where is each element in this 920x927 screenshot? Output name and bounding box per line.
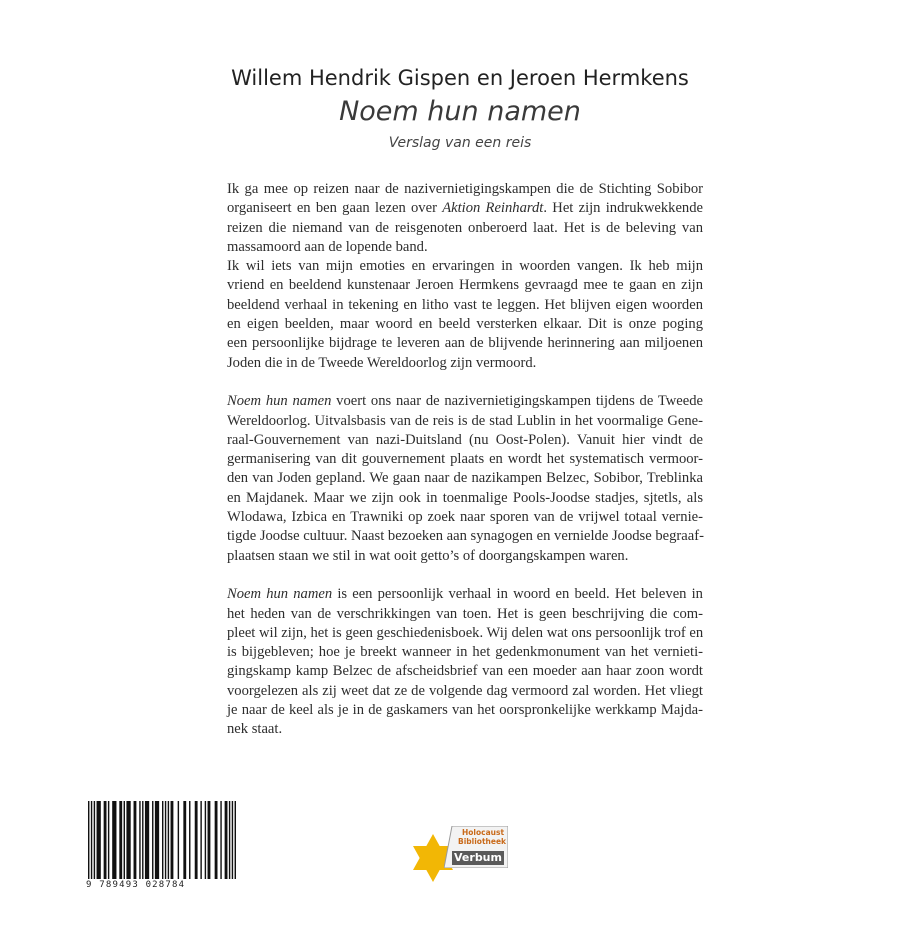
text-line bbox=[227, 199, 703, 218]
barcode-bar bbox=[88, 801, 89, 879]
text-segment: en eigen beelden, maar woord en beeld versterken elkaar. Dit is onze poging bbox=[227, 316, 703, 333]
paragraph bbox=[227, 180, 703, 373]
text-line bbox=[227, 720, 703, 739]
italic-text: Noem hun namen bbox=[227, 393, 332, 410]
text-segment: germanisering van dit gouvernement plaats en wordt het systematisch vermoor- bbox=[227, 451, 703, 468]
text-line bbox=[227, 276, 703, 295]
barcode-bar bbox=[108, 801, 109, 879]
barcode-bar bbox=[152, 801, 153, 879]
barcode-bar bbox=[142, 801, 143, 879]
text-segment: raal-Gouvernement van nazi-Duitsland (nu Oost-Polen). Vanuit hier vindt de bbox=[227, 431, 703, 448]
italic-text: Noem hun namen bbox=[227, 586, 333, 603]
text-line bbox=[227, 547, 703, 566]
text-segment: tigde Joodse cultuur. Naast bezoeken aan synagogen en vernielde Joodse begraaf- bbox=[227, 528, 704, 545]
paragraph bbox=[227, 392, 703, 566]
isbn-barcode bbox=[86, 801, 238, 881]
book-title: Noem hun namen bbox=[339, 96, 581, 127]
text-segment: vriend en beeldend kunstenaar Jeroen Hermkens gevraagd mee te gaan en zijn bbox=[227, 277, 703, 294]
barcode-bar bbox=[162, 801, 163, 879]
barcode-bar bbox=[232, 801, 233, 879]
text-segment: reizen die niemand van de reisgenoten onberoerd laat. Het is de beleving van bbox=[227, 219, 703, 236]
text-line bbox=[227, 662, 703, 681]
text-segment: en Majdanek. Maar we zijn ook in toenmalige Pools-Joodse stadjes, sjtetls, als bbox=[227, 489, 703, 506]
text-segment: Ik wil iets van mijn emoties en ervaringen in woorden vangen. Ik heb mijn bbox=[227, 258, 703, 275]
text-segment: voorgelezen als zij weet dat ze de volgende dag vermoord zal worden. Het vliegt bbox=[227, 682, 703, 699]
barcode-bar bbox=[165, 801, 166, 879]
text-line bbox=[227, 489, 703, 508]
barcode-bar bbox=[225, 801, 228, 879]
barcode-bar bbox=[155, 801, 159, 879]
text-line bbox=[227, 219, 703, 238]
paragraph bbox=[227, 585, 703, 739]
text-segment: je naar de keel als je in de gaskamers van het oorspronkelijke werkkamp Majda- bbox=[227, 702, 703, 719]
text-segment: voert ons naar de nazivernietigingskampen tijdens de Tweede bbox=[331, 393, 703, 410]
barcode-bar bbox=[229, 801, 230, 879]
back-cover-text bbox=[227, 180, 703, 759]
barcode-bar bbox=[134, 801, 137, 879]
text-segment: gingskamp kamp Belzec de afscheidsbrief van een moeder aan haar zoon wordt bbox=[227, 663, 703, 680]
text-segment: Wlodawa, Izbica en Trawniki op zoek naar sporen van de vrijwel totaal vernie- bbox=[227, 509, 703, 526]
barcode-bar bbox=[124, 801, 125, 879]
text-line bbox=[227, 296, 703, 315]
text-line bbox=[227, 605, 703, 624]
barcode-bar bbox=[200, 801, 201, 879]
logo-verbum: Verbum bbox=[452, 851, 504, 865]
text-segment: Ik ga mee op reizen naar de nazivernietigingskampen die de Stichting Sobibor bbox=[227, 181, 703, 197]
barcode-bar bbox=[91, 801, 92, 879]
text-segment: is een persoonlijk verhaal in woord en beeld. Het beleven in bbox=[332, 586, 703, 603]
text-line bbox=[227, 701, 703, 720]
isbn-digits: 9 789493 028784 bbox=[86, 880, 186, 890]
text-segment: massamoord aan de lopende band. bbox=[227, 238, 428, 255]
barcode-bar bbox=[215, 801, 218, 879]
text-segment: . Het zijn indrukwekkende bbox=[543, 200, 703, 217]
text-line bbox=[227, 469, 703, 488]
text-line bbox=[227, 315, 703, 334]
text-line bbox=[227, 643, 703, 662]
barcode-bar bbox=[97, 801, 101, 879]
barcode-bar bbox=[178, 801, 179, 879]
text-line bbox=[227, 392, 703, 411]
text-segment: Wereldoorlog. Uitvalsbasis van de reis is de stad Lublin in het voormalige Gene- bbox=[227, 412, 703, 429]
barcode-bar bbox=[183, 801, 186, 879]
text-line bbox=[227, 431, 703, 450]
barcode-bar bbox=[235, 801, 236, 879]
text-line bbox=[227, 180, 703, 199]
barcode-bar bbox=[189, 801, 190, 879]
book-subtitle: Verslag van een reis bbox=[388, 135, 532, 151]
barcode-bar bbox=[171, 801, 174, 879]
text-line bbox=[227, 624, 703, 643]
author-names: Willem Hendrik Gispen en Jeroen Hermkens bbox=[231, 66, 689, 90]
italic-text: Aktion Reinhardt bbox=[442, 200, 544, 217]
text-segment: het heden van de verschrikkingen van toen. Het is geen beschrijving die com- bbox=[227, 605, 703, 622]
text-segment: is bijgebleven; hoe je breekt wanneer in het gedenkmonument van het vernieti- bbox=[227, 644, 703, 661]
text-line bbox=[227, 412, 703, 431]
barcode-bar bbox=[94, 801, 95, 879]
barcode-bar bbox=[126, 801, 130, 879]
text-line bbox=[227, 334, 703, 353]
barcode-bar bbox=[112, 801, 116, 879]
text-line bbox=[227, 450, 703, 469]
text-segment: een persoonlijke bijdrage te leveren aan de blijvende herinnering aan miljoenen bbox=[227, 335, 703, 352]
text-segment: beeldend verhaal in tekening en litho vast te leggen. Het blijven eigen woorden bbox=[227, 296, 703, 313]
barcode-bar bbox=[208, 801, 211, 879]
text-line bbox=[227, 527, 703, 546]
text-line bbox=[227, 682, 703, 701]
barcode-bar bbox=[195, 801, 198, 879]
logo-line-bibliotheek: Bibliotheek bbox=[458, 837, 507, 846]
text-line bbox=[227, 257, 703, 276]
barcode-bar bbox=[139, 801, 140, 879]
text-segment: organiseert en ben gaan lezen over bbox=[227, 200, 443, 217]
text-segment: pleet wil zijn, het is geen geschiedenisboek. Wij delen wat ons persoonlijk trof en bbox=[227, 624, 704, 641]
barcode-bar bbox=[145, 801, 149, 879]
barcode-bar bbox=[205, 801, 206, 879]
text-line bbox=[227, 238, 703, 257]
text-line bbox=[227, 508, 703, 527]
text-segment: nek staat. bbox=[227, 721, 283, 738]
barcode-bar bbox=[168, 801, 169, 879]
text-line bbox=[227, 585, 703, 604]
publisher-logo bbox=[410, 826, 510, 886]
barcode-bar bbox=[119, 801, 122, 879]
text-line bbox=[227, 354, 703, 373]
logo-line-holocaust: Holocaust bbox=[462, 828, 505, 837]
text-segment: den van Joden gepland. We gaan naar de nazikampen Belzec, Sobibor, Treblinka bbox=[227, 470, 703, 487]
barcode-bar bbox=[104, 801, 107, 879]
barcode-bar bbox=[220, 801, 221, 879]
text-segment: Joden die in de Tweede Wereldoorlog zijn vermoord. bbox=[227, 354, 537, 371]
text-segment: plaatsen staan we stil in wat ooit getto’s of doorgangskampen waren. bbox=[227, 547, 629, 564]
